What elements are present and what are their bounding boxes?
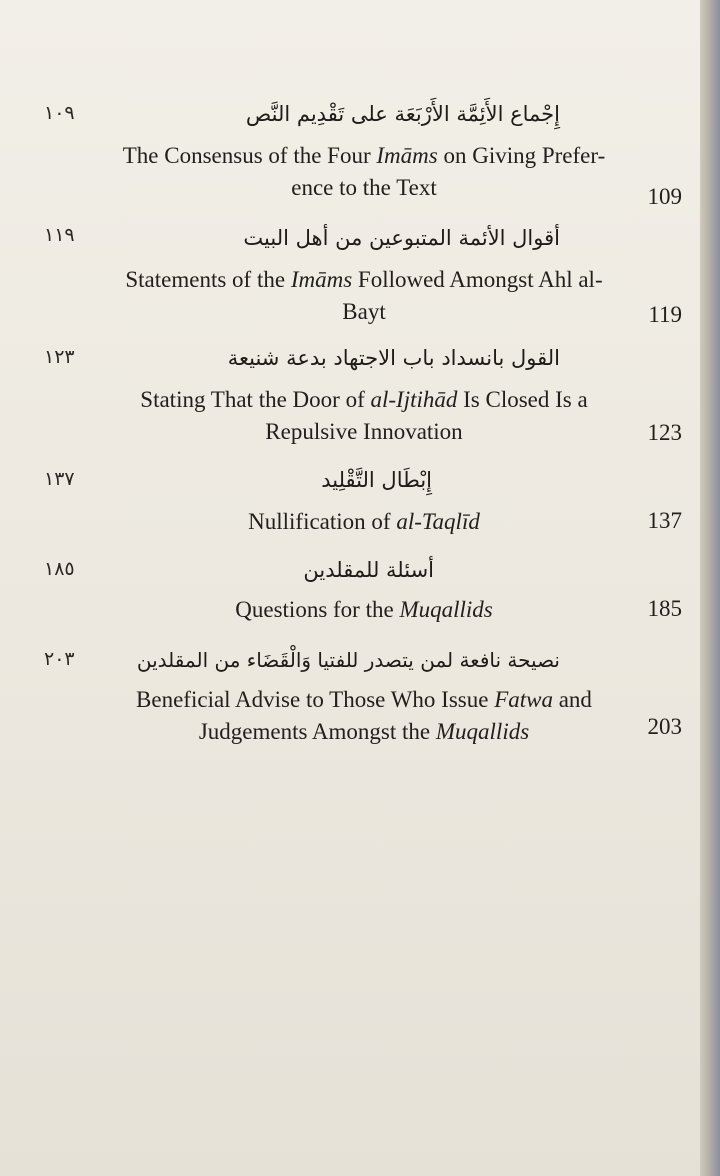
arabic-page-number: ١٢٣	[44, 346, 75, 368]
arabic-title: القول بانسداد باب الاجتهاد بدعة شنيعة	[227, 346, 560, 370]
page-number: 185	[647, 596, 682, 621]
arabic-page-number: ١٨٥	[44, 558, 75, 580]
arabic-page-number: ١٣٧	[44, 468, 75, 490]
english-title: Questions for the Muqallids	[235, 597, 493, 622]
english-title: Stating That the Door of al-Ijtihād Is Closed Is a Repulsive Innovation	[140, 387, 588, 444]
arabic-title: إِجْماع الأَئِمَّة الأَرْبَعَة على تَقْدِيم النَّص	[245, 102, 560, 126]
arabic-title: أسئلة للمقلدين	[303, 558, 434, 582]
arabic-page-number: ٢٠٣	[44, 648, 75, 670]
page-number: 137	[647, 508, 682, 533]
english-title: Beneficial Advise to Those Who Issue Fatwa and Judgements Amongst the Muqallids	[136, 687, 592, 744]
arabic-title: نصيحة نافعة لمن يتصدر للفتيا وَالْقَضَاء من المقلدين	[136, 648, 560, 672]
page-number: 119	[648, 302, 682, 327]
english-title: Nullification of al-Taqlīd	[248, 509, 480, 534]
book-spine	[700, 0, 720, 1176]
arabic-page-number: ١١٩	[44, 224, 75, 246]
page-number: 109	[647, 184, 682, 209]
page-number: 203	[647, 714, 682, 739]
page-number: 123	[647, 420, 682, 445]
english-title: The Consensus of the Four Imāms on Giving Prefer- ence to the Text	[122, 143, 606, 200]
arabic-title: أقوال الأئمة المتبوعين من أهل البيت	[243, 226, 560, 250]
english-title: Statements of the Imāms Followed Amongst Ahl al- Bayt	[125, 267, 603, 324]
arabic-page-number: ١٠٩	[44, 102, 75, 124]
arabic-title: إِبْطَال التَّقْلِيد	[321, 468, 432, 492]
